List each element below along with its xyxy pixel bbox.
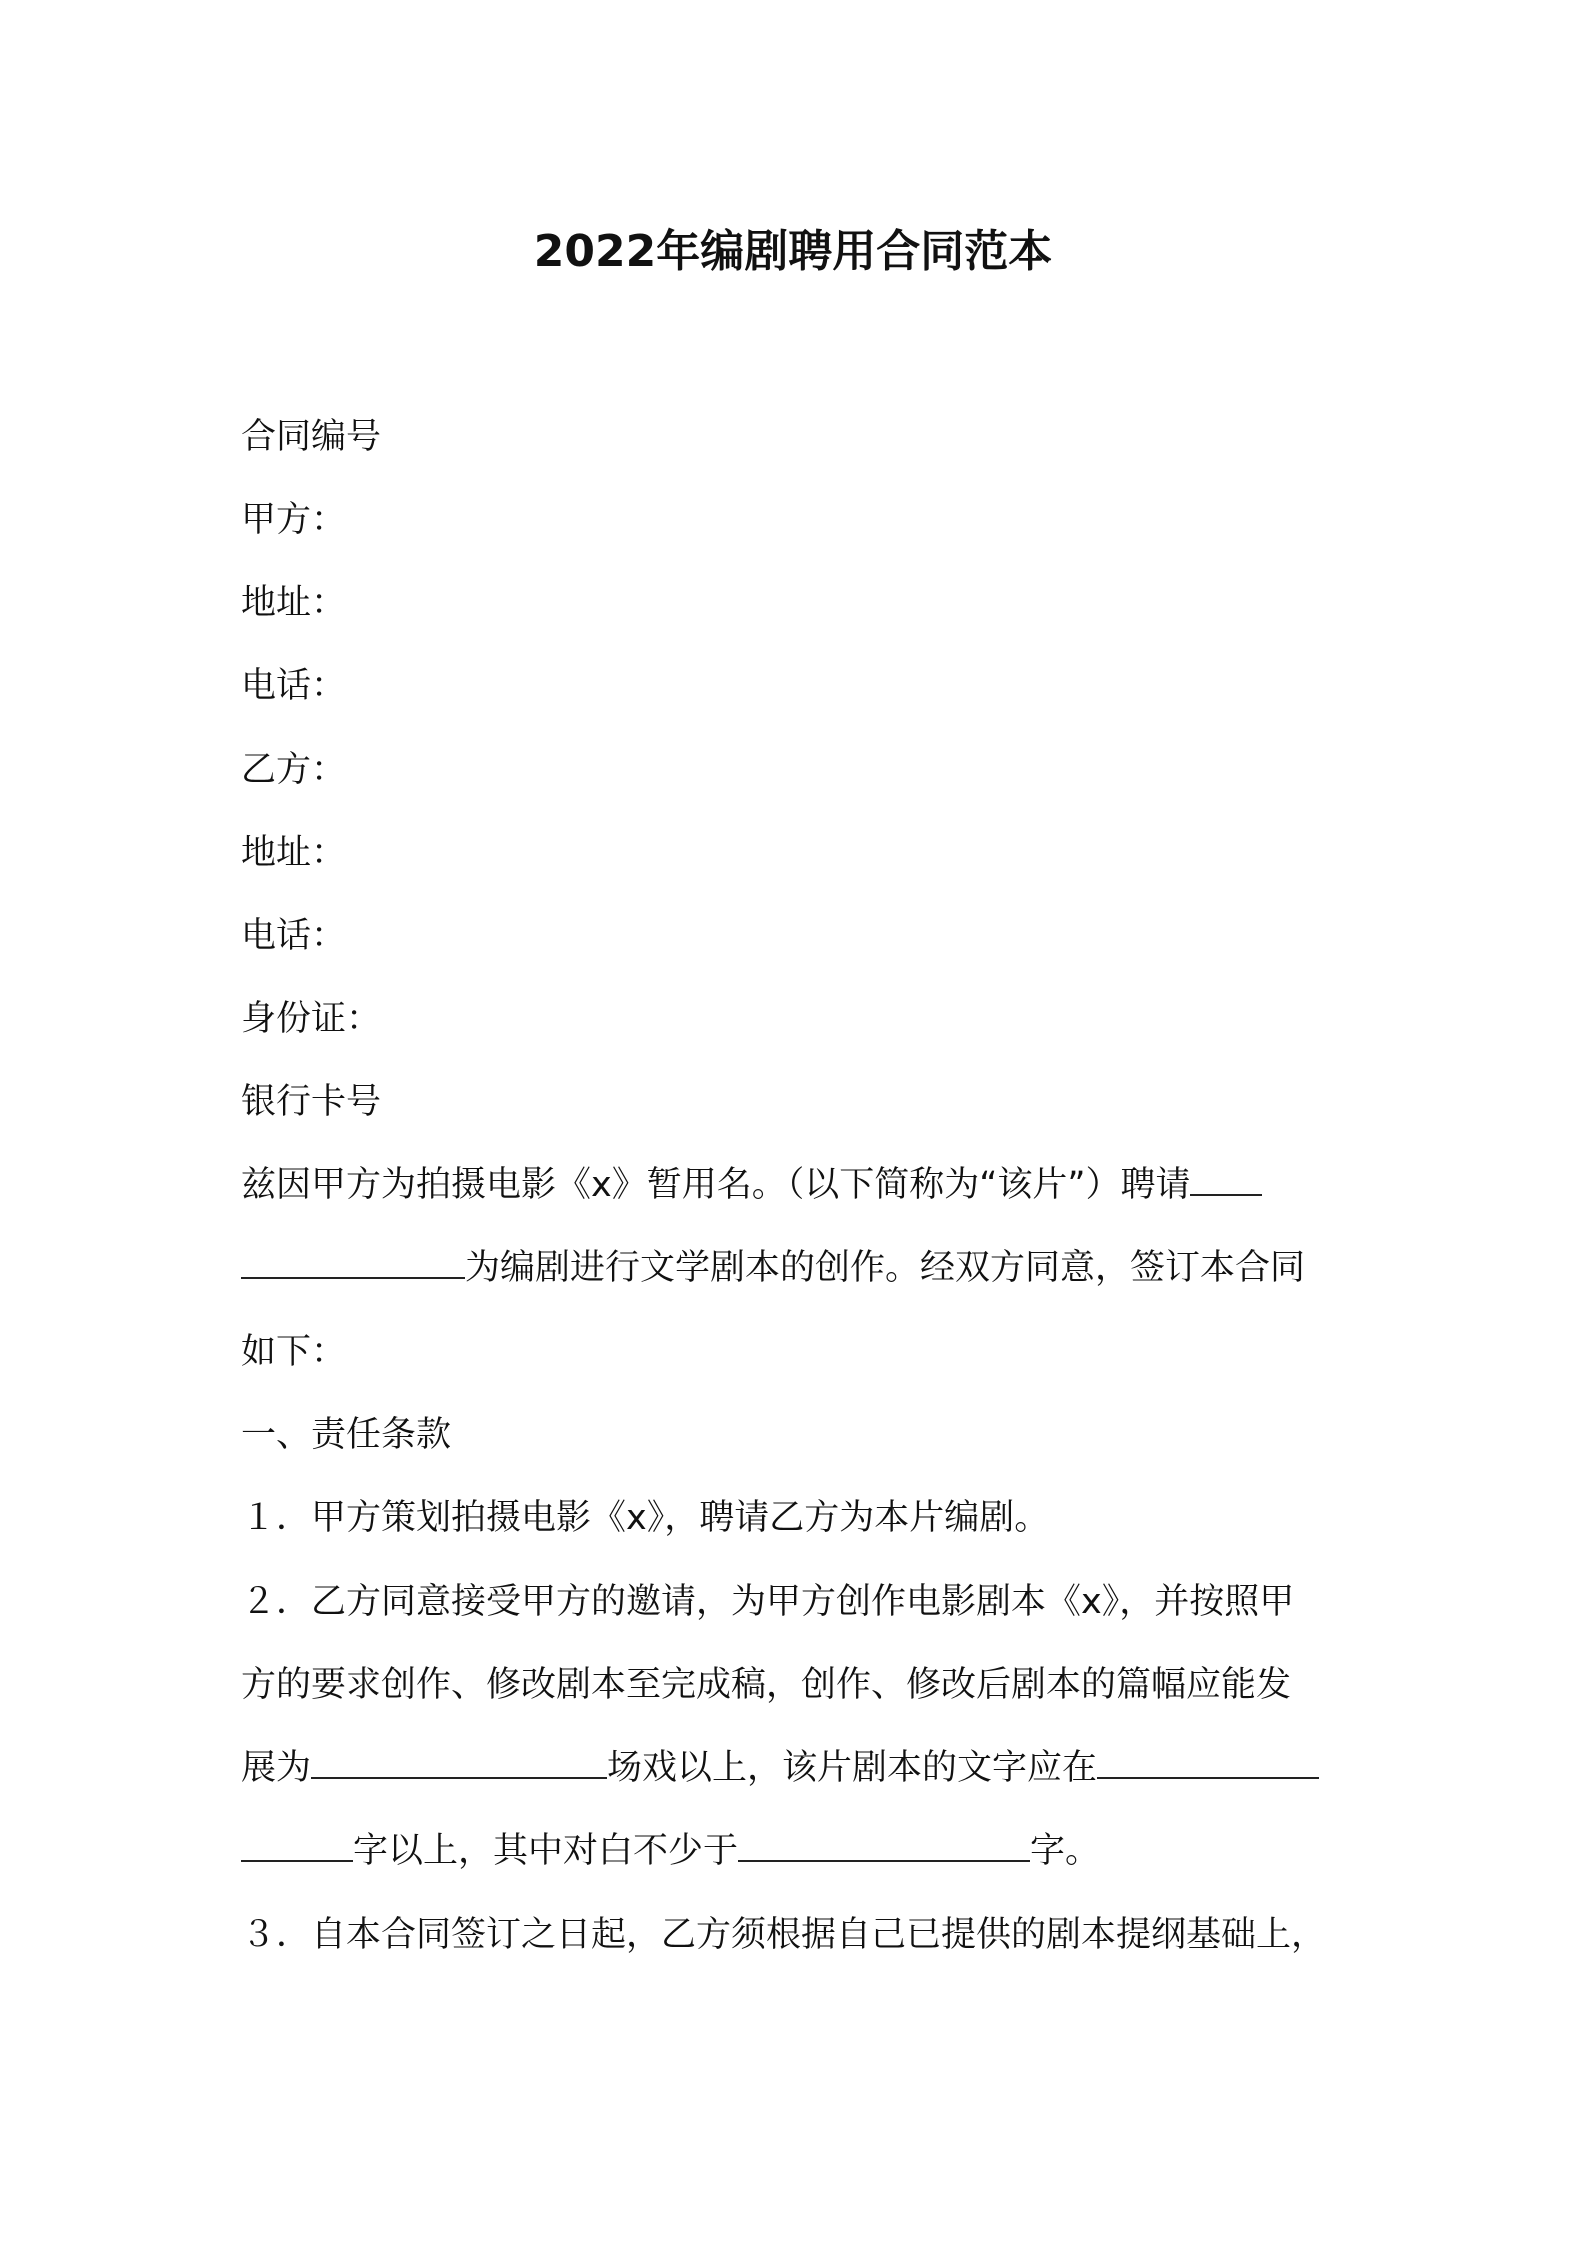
field-bank-card: 银行卡号 bbox=[241, 1082, 382, 1122]
intro-line-3: 如下： bbox=[241, 1332, 347, 1372]
clause-2-line-1: ２．乙方同意接受甲方的邀请，为甲方创作电影剧本《x》，并按照甲 bbox=[241, 1582, 1295, 1622]
clause-1: １．甲方策划拍摄电影《x》，聘请乙方为本片编剧。 bbox=[241, 1498, 1050, 1538]
clause-2-line-4 bbox=[241, 1829, 1100, 1873]
blank-line bbox=[738, 1830, 1030, 1862]
blank-line bbox=[311, 1747, 607, 1779]
clause-2-line-2: 方的要求创作、修改剧本至完成稿，创作、修改后剧本的篇幅应能发 bbox=[241, 1665, 1292, 1705]
intro-line-2 bbox=[241, 1246, 1305, 1290]
blank-line bbox=[1097, 1747, 1319, 1779]
clause-3-line-1: ３．自本合同签订之日起，乙方须根据自己已提供的剧本提纲基础上， bbox=[241, 1915, 1327, 1955]
blank-line bbox=[241, 1830, 353, 1862]
field-party-b-phone: 电话： bbox=[241, 916, 347, 956]
intro-line-1 bbox=[241, 1163, 1262, 1207]
field-party-b-address: 地址： bbox=[241, 833, 347, 873]
field-contract-number: 合同编号 bbox=[241, 417, 382, 457]
clause-2-line-3 bbox=[241, 1746, 1319, 1790]
clause-2-text-a: 展为 bbox=[241, 1748, 312, 1788]
field-party-a: 甲方： bbox=[241, 500, 347, 540]
field-party-b: 乙方： bbox=[241, 750, 347, 790]
clause-2-text-b: 场戏以上，该片剧本的文字应在 bbox=[607, 1748, 1098, 1788]
blank-line bbox=[241, 1247, 465, 1279]
intro-text-1: 兹因甲方为拍摄电影《x》暂用名。（以下简称为“该片”）聘请 bbox=[241, 1165, 1191, 1205]
document-title: 2022年编剧聘用合同范本 bbox=[533, 226, 1053, 277]
blank-line bbox=[1190, 1164, 1262, 1196]
field-id-card: 身份证： bbox=[241, 999, 382, 1039]
clause-2-text-c: 字以上，其中对白不少于 bbox=[353, 1831, 739, 1871]
clause-2-text-d: 字。 bbox=[1030, 1831, 1101, 1871]
intro-text-2: 为编剧进行文学剧本的创作。经双方同意，签订本合同 bbox=[465, 1248, 1306, 1288]
field-party-a-phone: 电话： bbox=[241, 666, 347, 706]
field-party-a-address: 地址： bbox=[241, 583, 347, 623]
section-heading: 一、责任条款 bbox=[241, 1415, 452, 1455]
